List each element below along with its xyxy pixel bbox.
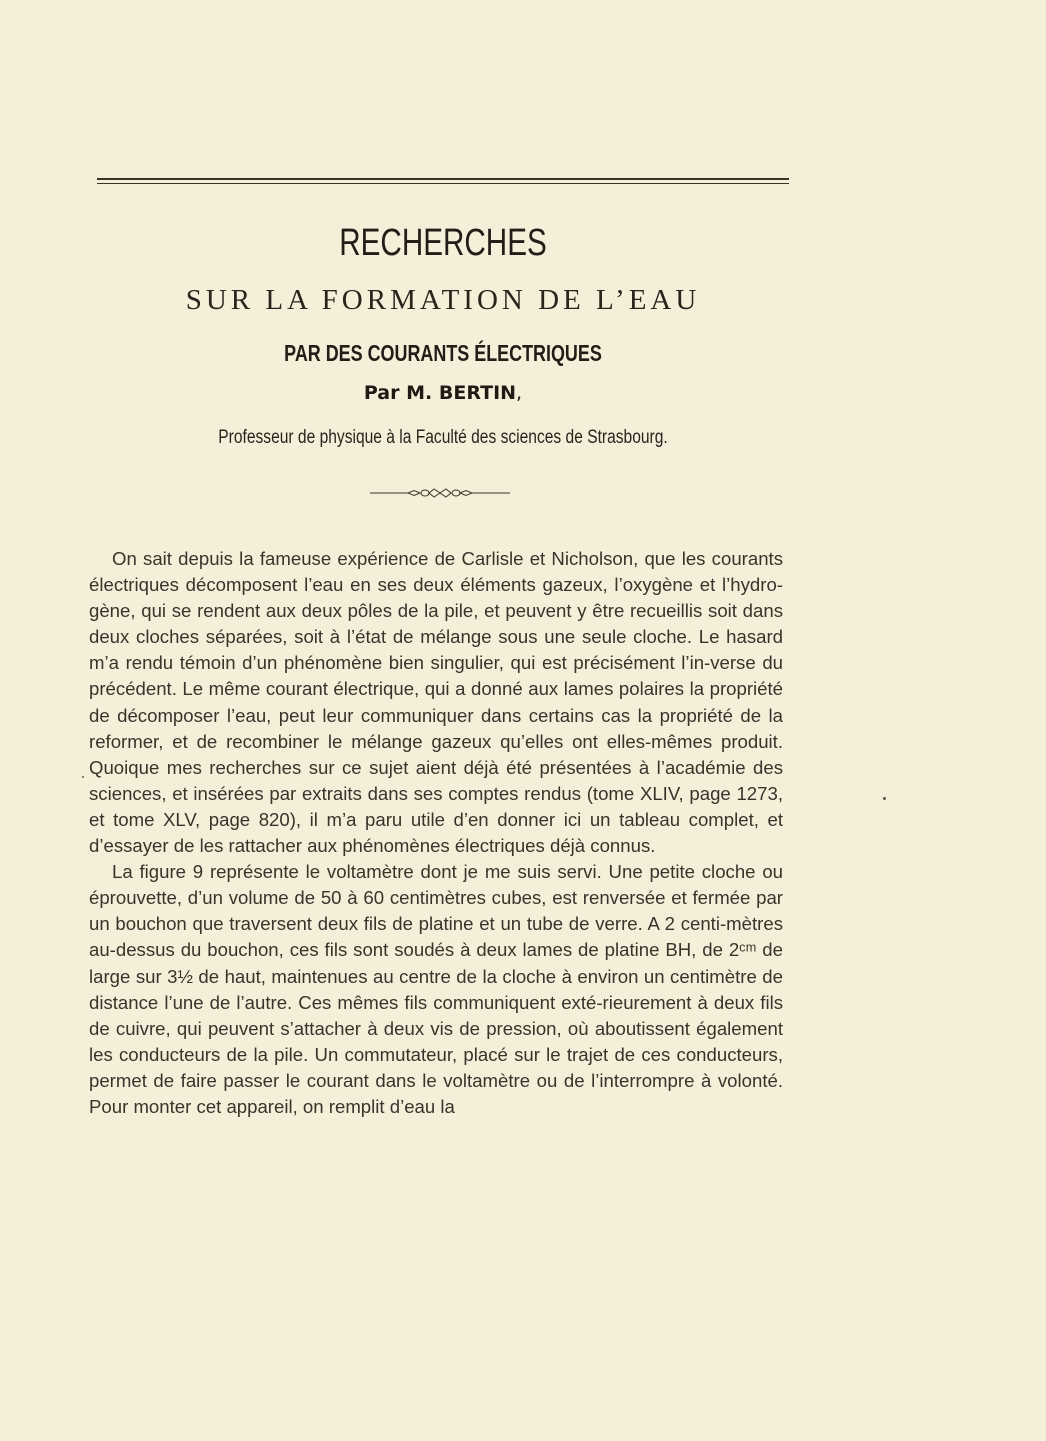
- author-affiliation: Professeur de physique à la Faculté des sciences de Strasbourg.: [218, 427, 668, 448]
- author-prefix: Par: [363, 382, 400, 404]
- article-subtitle-2: PAR DES COURANTS ÉLECTRIQUES: [284, 340, 602, 366]
- margin-speck: [883, 797, 886, 800]
- paragraph-1: On sait depuis la fameuse expérience de Carlisle et Nicholson, que les courants électriques décomposent l’eau en ses deux éléments gazeux, l’oxygène et l’hydro-gène, qui se rendent aux deux pôles de la pile, et peuvent y être recueillis soit dans deux cloches séparées, soit à l’état de mélange sous une seule cloche. Le hasard m’a rendu témoin d’un phénomène bien singulier, qui est précisément l’in-verse du précédent. Le même courant électrique, qui a donné aux lames polaires la propriété de décomposer l’eau, peut leur communiquer dans certains cas la propriété de la reformer, et de recombiner le mélange gazeux qu’elles ont elles-mêmes produit. Quoique mes recherches sur ce sujet aient déjà été présentées à l’académie des sciences, et insérées par extraits dans ses comptes rendus (tome XLIV, page 1273, et tome XLV, page 820), il m’a paru utile d’en donner ici un tableau complet, et d’essayer de les rattacher aux phénomènes électriques déjà connus.: [89, 548, 783, 857]
- rule-thick-line: [97, 178, 789, 180]
- article-title: RECHERCHES: [339, 222, 547, 264]
- author-name: M. BERTIN: [406, 382, 517, 404]
- article-body: [89, 546, 783, 1120]
- article-subtitle: SUR LA FORMATION DE L’EAU: [185, 284, 701, 316]
- margin-speck: [82, 776, 84, 778]
- paragraph-2: La figure 9 représente le voltamètre dont je me suis servi. Une petite cloche ou éprouvette, d’un volume de 50 à 60 centimètres cubes, est renversée et fermée par un bouchon que traversent deux fils de platine et un tube de verre. A 2 centi-mètres au-dessus du bouchon, ces fils sont soudés à deux lames de platine BH, de 2ᶜᵐ de large sur 3½ de haut, maintenues au centre de la cloche à environ un centimètre de distance l’une de l’autre. Ces mêmes fils communiquent exté-rieurement à deux fils de cuivre, qui peuvent s’attacher à deux vis de pression, où aboutissent également les conducteurs de la pile. Un commutateur, placé sur le trajet de ces conducteurs, permet de faire passer le courant dans le voltamètre ou de l’interrompre à volonté. Pour monter cet appareil, on remplit d’eau la: [89, 861, 783, 1117]
- author-suffix: ,: [516, 382, 523, 404]
- rule-thin-line: [97, 183, 789, 184]
- author-line: [0, 382, 886, 404]
- ornament-divider-icon: [370, 485, 510, 501]
- header-double-rule: [97, 178, 789, 185]
